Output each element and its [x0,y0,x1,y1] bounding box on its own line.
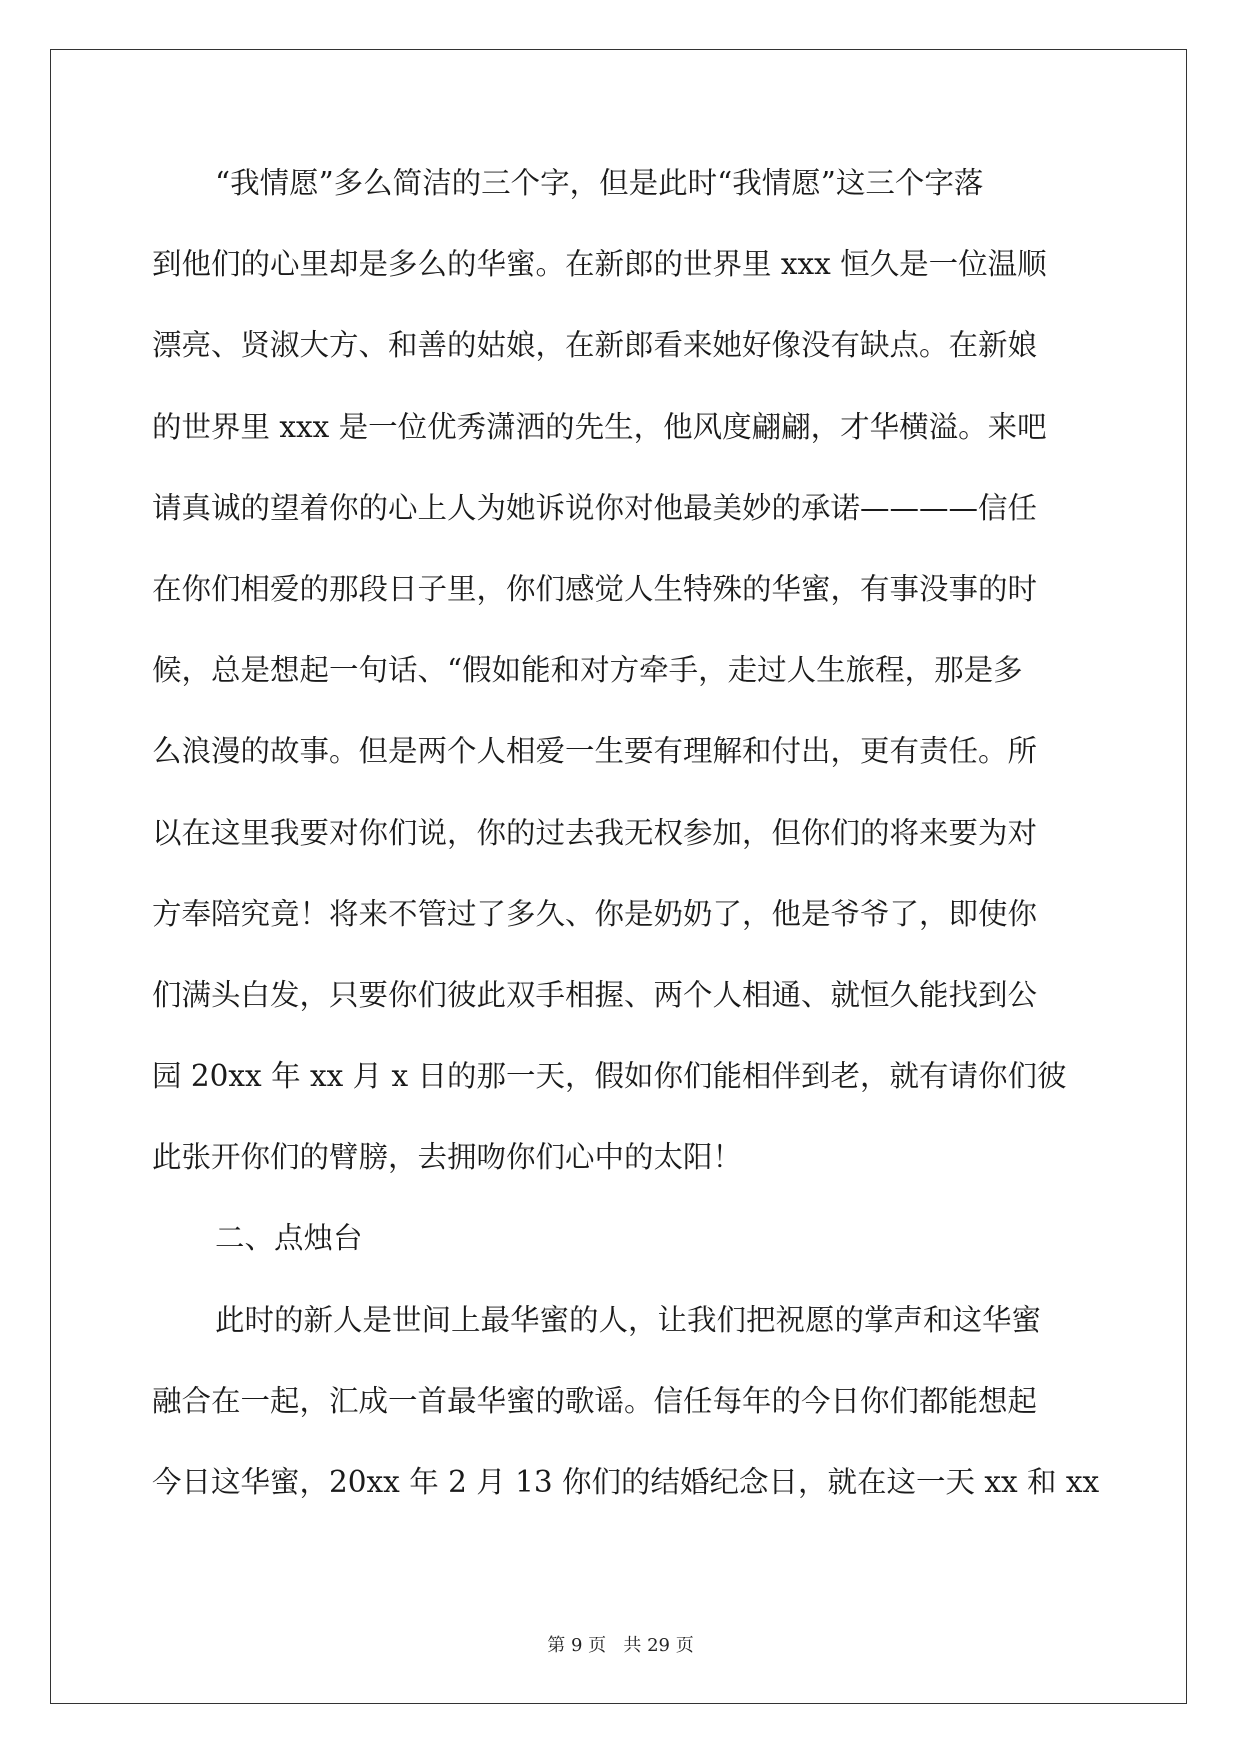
document-body [152,158,1100,1538]
text-line: 们满头白发，只要你们彼此双手相握、两个人相通、就恒久能找到公 [152,977,1038,1012]
text-line: 方奉陪究竟！将来不管过了多久、你是奶奶了，他是爷爷了，即使你 [152,896,1038,931]
page-footer [0,1631,1241,1657]
text-line: 请真诚的望着你的心上人为她诉说你对他最美妙的承诺————信任 [152,490,1038,525]
text-line: 此张开你们的臂膀，去拥吻你们心中的太阳！ [152,1140,743,1175]
page-total: 共 29 页 [623,1635,694,1656]
text-line: 今日这华蜜，20xx 年 2 月 13 你们的结婚纪念日，就在这一天 xx 和 xx [152,1465,1100,1499]
text-line: 以在这里我要对你们说，你的过去我无权参加，但你们的将来要为对 [152,815,1038,850]
text-line: 在你们相爱的那段日子里，你们感觉人生特殊的华蜜，有事没事的时 [152,571,1038,606]
text-line: 漂亮、贤淑大方、和善的姑娘，在新郎看来她好像没有缺点。在新娘 [152,328,1038,363]
text-line: “我情愿”多么简洁的三个字，但是此时“我情愿”这三个字落 [215,166,984,200]
text-line: 此时的新人是世间上最华蜜的人，让我们把祝愿的掌声和这华蜜 [215,1302,1042,1337]
text-line: 的世界里 xxx 是一位优秀潇洒的先生，他风度翩翩，才华横溢。来吧 [152,409,1047,444]
text-line: 候，总是想起一句话、“假如能和对方牵手，走过人生旅程，那是多 [152,653,1023,688]
text-line: 融合在一起，汇成一首最华蜜的歌谣。信任每年的今日你们都能想起 [152,1383,1038,1418]
text-line: 么浪漫的故事。但是两个人相爱一生要有理解和付出，更有责任。所 [152,734,1038,769]
section-heading: 二、点烛台 [215,1221,363,1256]
text-line: 园 20xx 年 xx 月 x 日的那一天，假如你们能相伴到老，就有请你们彼 [152,1059,1067,1094]
page-number: 第 9 页 [547,1635,607,1656]
text-line: 到他们的心里却是多么的华蜜。在新郎的世界里 xxx 恒久是一位温顺 [152,247,1047,282]
